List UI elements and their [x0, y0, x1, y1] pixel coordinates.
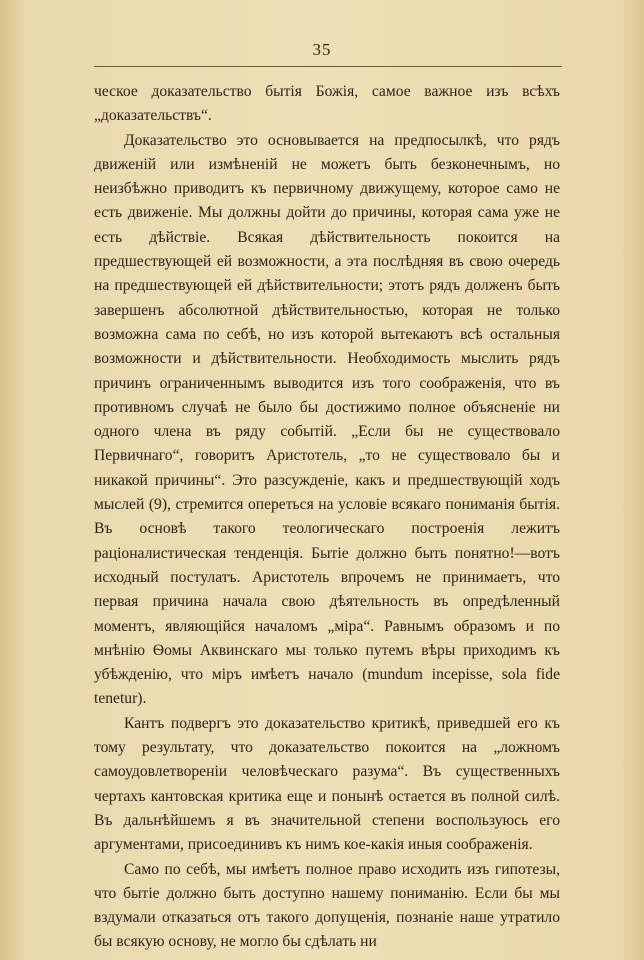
paragraph: Само по себѣ, мы имѣетъ полное право исходить изъ гипотезы, что бытіе должно быть доступно нашему пониманію. Если бы мы вздумали отказаться отъ такого допущенія, познаніе наше утратило бы всякую основу, не могло бы сдѣлать ни — [94, 860, 560, 951]
paragraph: Кантъ подвергъ это доказательство критикѣ, приведшей его къ тому результату, что доказательство покоится на „ложномъ самоудовлетвореніи человѣческаго разума“. Въ существенныхъ чертахъ кантовская критика еще и понынѣ остается въ полной силѣ. Въ дальнѣйшемъ я въ значительной степени воспользуюсь его аргументами, присоединивъ къ нимъ кое-какія иныя соображенія. — [94, 714, 560, 854]
paragraph: Доказательство это основывается на предпосылкѣ, что рядъ движеній или измѣненій не можетъ быть безконечнымъ, но неизбѣжно приводитъ къ первичному движущему, которое само не есть движеніе. Мы должны дойти до причины, которая сама уже не есть дѣйствіе. Всякая дѣйствительность покоится на предшествующей ей возможности, а эта послѣдняя въ свою очередь на предшествующей ей дѣйствительности; этотъ рядъ долженъ быть завершенъ абсолютной дѣйствительностью, которая не только возможна сама по себѣ, но изъ которой вытекаютъ всѣ остальныя возможности и дѣйствительности. Необходимость мыслить рядъ причинъ ограниченнымъ выводится изъ того соображенія, что въ противномъ случаѣ не было бы достижимо полное объясненіе ни одного члена въ ряду событій. „Если бы не существовало Первичнаго“, говоритъ Аристотель, „то не существовало бы и никакой причины“. Это разсужденіе, какъ и предшествующій ходъ мыслей (9), стремится опереться на условіе всякаго пониманія бытія. Въ основѣ такого теологическаго построенія лежитъ раціоналистическая тенденція. Бытіе должно быть понятно!—вотъ исходный постулатъ. Аристотель впрочемъ не принимаетъ, что первая причина начала свою дѣятельность въ опредѣленный моментъ, являющійся началомъ „міра“. Равнымъ образомъ и по мнѣнію Ѳомы Аквинскаго мы только путемъ вѣры приходимъ къ убѣжденію, что міръ имѣетъ начало (mundum incepisse, sola fide tenetur). — [94, 131, 560, 708]
page-number: 35 — [312, 40, 332, 59]
body-text — [94, 80, 560, 955]
paragraph-continuation: ческое доказательство бытія Божія, самое важное изъ всѣхъ „доказательствъ“. — [94, 83, 560, 125]
header-rule — [94, 66, 562, 67]
